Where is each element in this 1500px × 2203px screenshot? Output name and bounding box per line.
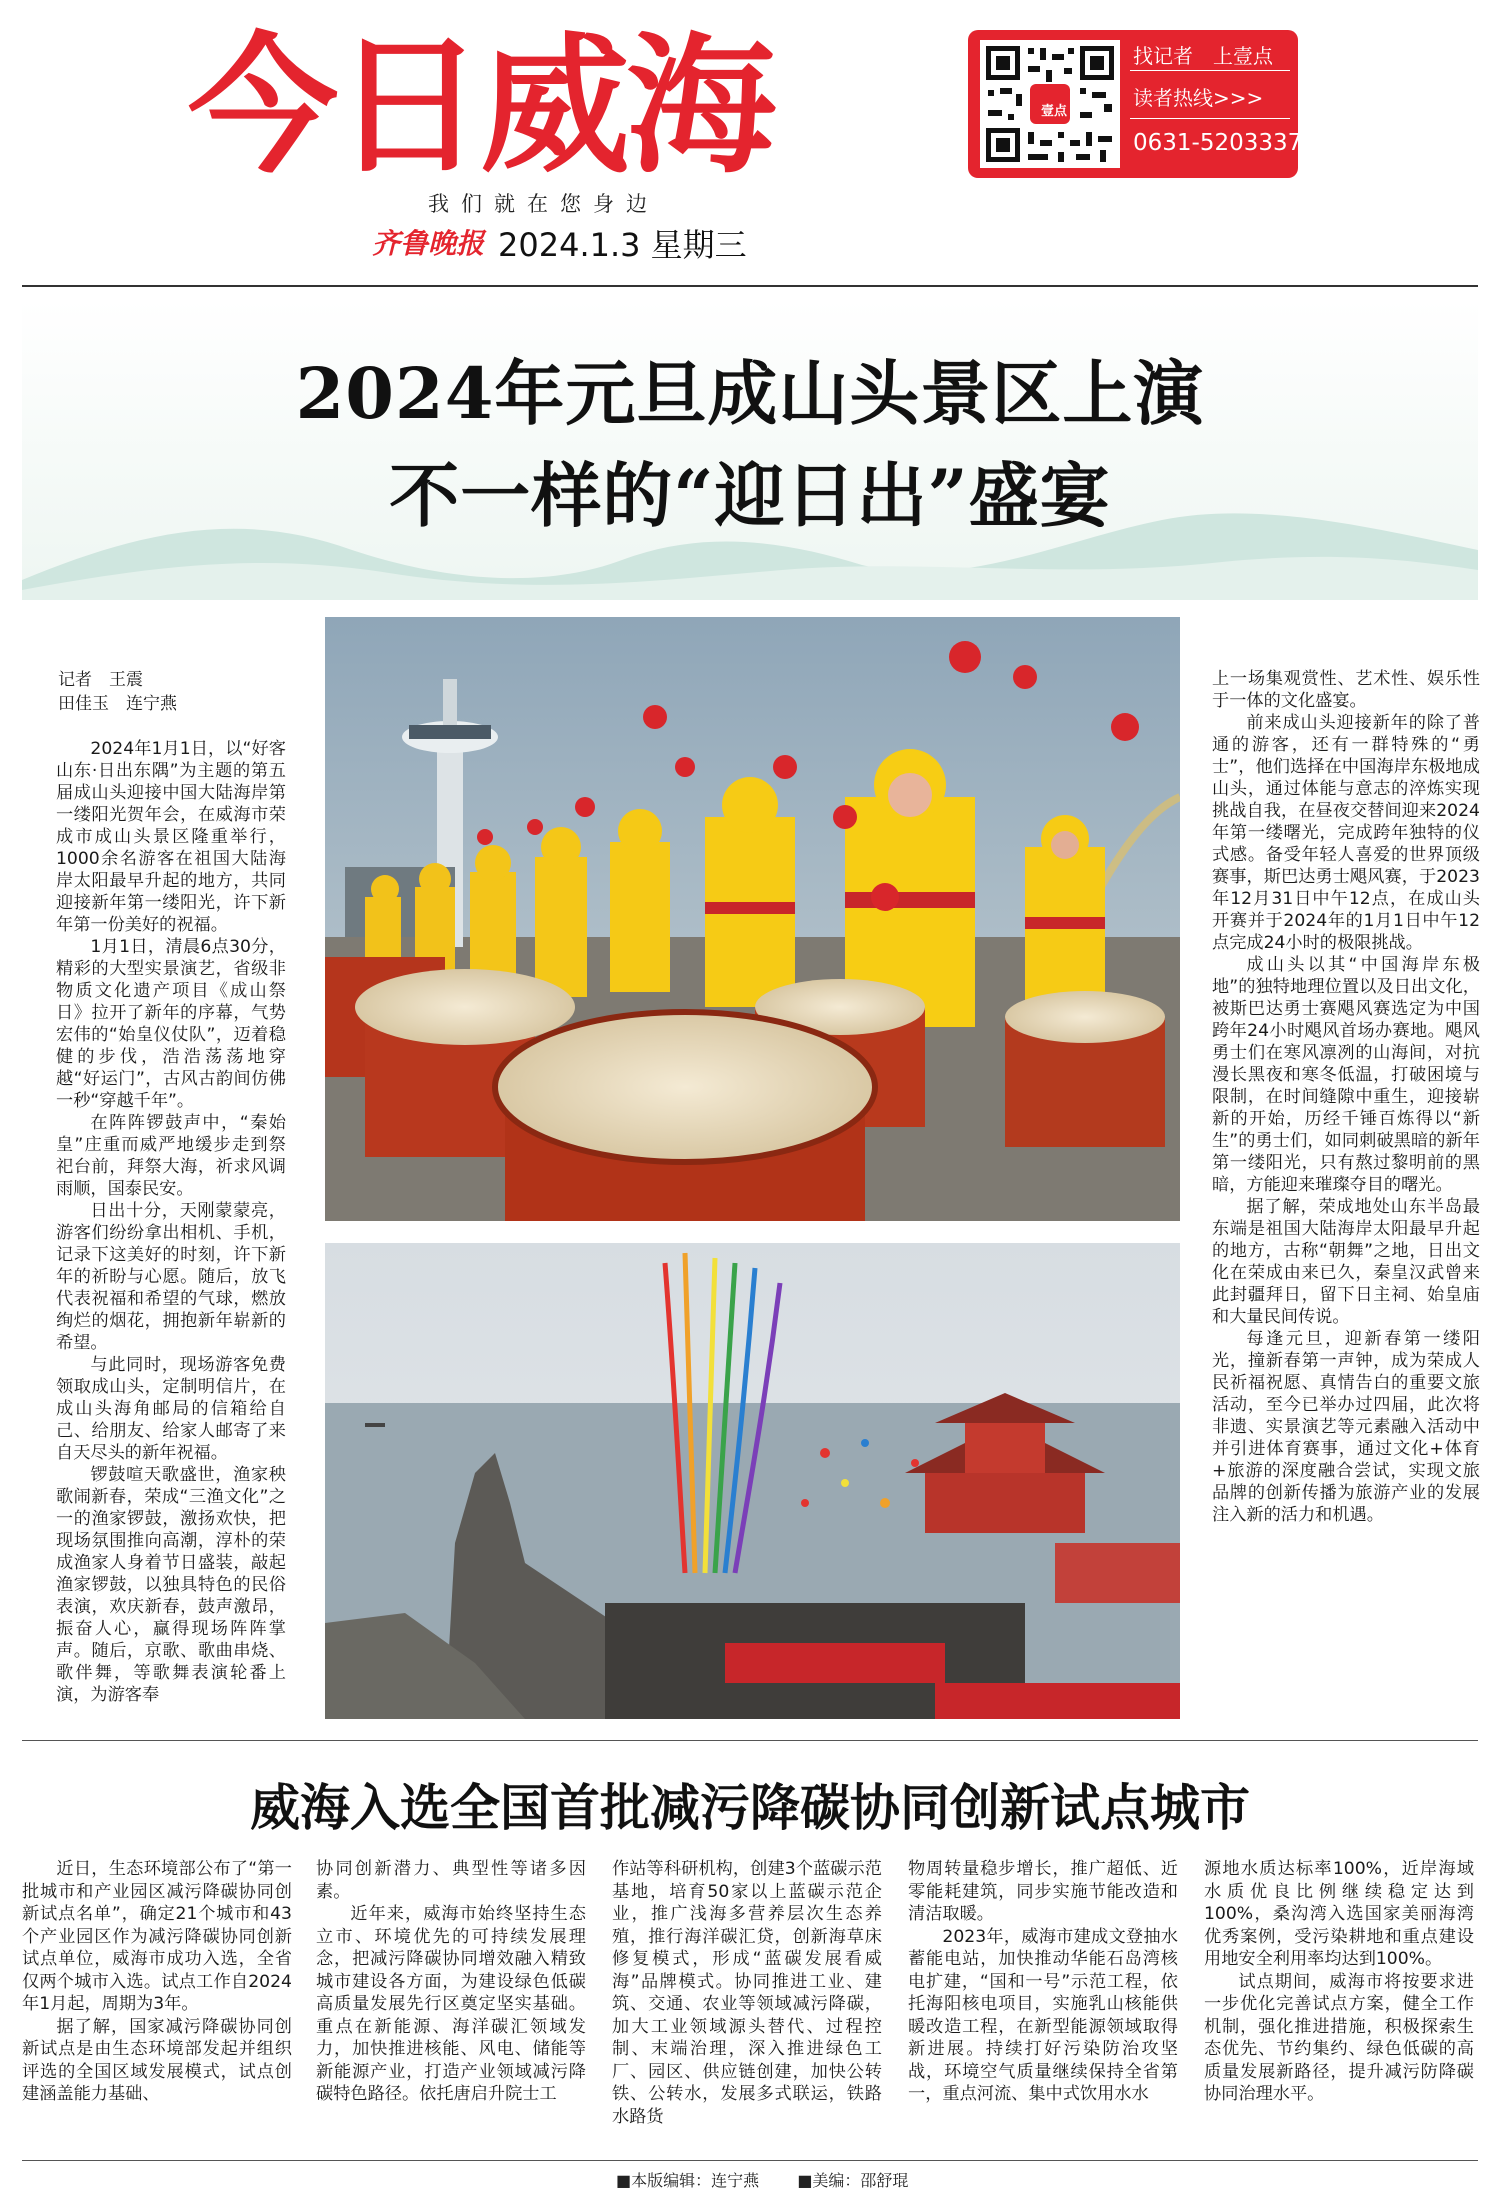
contact-divider-2 — [1130, 118, 1290, 119]
paragraph: 锣鼓喧天歌盛世，渔家秧歌闹新春，荣成“三渔文化”之一的渔家锣鼓，激扬欢快，把现场氛围推向高潮，淳朴的荣成渔家人身着节日盛装，敲起渔家锣鼓，以独具特色的民俗表演，欢庆新春，鼓声激昂，振奋人心，赢得现场阵阵掌声。随后，京歌、歌曲串烧、歌伴舞，等歌舞表演轮番上演，为游客奉 — [56, 1465, 286, 1705]
contact-divider — [1130, 70, 1290, 71]
lead-article-left-column — [56, 738, 286, 1706]
hotline-number[interactable]: 0631-5203337 — [1133, 130, 1303, 156]
paragraph-continued: 源地水质达标率100%，近岸海域水质优良比例继续稳定达到100%，桑沟湾入选国家美丽海湾优秀案例，受污染耕地和重点建设用地安全利用率均达到100%。 — [1204, 1859, 1474, 1969]
paragraph: 近日，生态环境部公布了“第一批城市和产业园区减污降碳协同创新试点名单”，确定21个城市和43个产业园区作为减污降碳协同创新试点单位，威海市成功入选，全省仅两个城市入选。试点工作自2024年1月起，周期为3年。 — [22, 1859, 292, 2014]
paragraph: 2023年，威海市建成文登抽水蓄能电站，加快推动华能石岛湾核电扩建，“国和一号”示范工程，依托海阳核电项目，实施乳山核能供暖改造工程，在新型能源领域取得新进展。持续打好污染防治攻坚战，环境空气质量继续保持全省第一，重点河流、集中式饮用水水 — [908, 1926, 1178, 2104]
paragraph: 日出十分，天刚蒙蒙亮，游客们纷纷拿出相机、手机，记录下这美好的时刻，许下新年的祈盼与心愿。随后，放飞代表祝福和希望的气球，燃放绚烂的烟花，拥抱新年崭新的希望。 — [56, 1201, 286, 1353]
paragraph: 2024年1月1日，以“好客山东·日出东隅”为主题的第五届成山头迎接中国大陆海岸第一缕阳光贺年会，在威海市荣成市成山头景区隆重举行，1000余名游客在祖国大陆海岸太阳最早升起的地方，共同迎接新年第一缕阳光，许下新年第一份美好的祝福。 — [56, 739, 286, 935]
masthead-rule — [22, 285, 1478, 287]
contact-line-2: 读者热线>>> — [1133, 86, 1264, 110]
second-article-column-4 — [908, 1858, 1178, 2106]
newspaper-masthead-title: 今日威海 — [188, 20, 773, 194]
lead-headline-line-1: 2024年元旦成山头景区上演 — [295, 352, 1205, 435]
paragraph: 成山头以其“中国海岸东极地”的独特地理位置以及日出文化，被斯巴达勇士赛飓风赛选定为中国跨年24小时飓风首场办赛地。飓风勇士们在寒风凛冽的山海间，对抗漫长黑夜和寒冬低温，打破困境与限制，在时间缝隙中重生，迎接崭新的开始，历经千锤百炼得以“新生”的勇士们，如同刺破黑暗的新年第一缕阳光，只有熬过黎明前的黑暗，方能迎来璀璨夺目的曙光。 — [1212, 955, 1480, 1195]
masthead-slogan: 我们就在您身边 — [428, 192, 659, 216]
paragraph-continued: 物周转量稳步增长，推广超低、近零能耗建筑，同步实施节能改造和清洁取暖。 — [908, 1859, 1178, 1924]
second-article-column-5 — [1204, 1858, 1474, 2106]
paragraph-continued: 上一场集观赏性、艺术性、娱乐性于一体的文化盛宴。 — [1212, 669, 1480, 711]
qr-badge-label: 壹点 — [1040, 104, 1067, 119]
second-article-column-1 — [22, 1858, 292, 2106]
paragraph: 在阵阵锣鼓声中，“秦始皇”庄重而威严地缓步走到祭祀台前，拜祭大海，祈求风调雨顺，国泰民安。 — [56, 1113, 286, 1199]
paragraph: 每逢元旦，迎新春第一缕阳光，撞新春第一声钟，成为荣成人民祈福祝愿、真情告白的重要文旅活动，至今已举办过四届，此次将非遗、实景演艺等元素融入活动中并引进体育赛事，通过文化+体育+旅游的深度融合尝试，实现文旅品牌的创新传播为旅游产业的发展注入新的活力和机遇。 — [1212, 1329, 1480, 1525]
section-divider — [22, 1740, 1478, 1741]
paragraph: 与此同时，现场游客免费领取成山头，定制明信片，在成山头海角邮局的信箱给自己、给朋友、给家人邮寄了来自天尽头的新年祝福。 — [56, 1355, 286, 1463]
byline-line-1: 记者 王震 — [58, 670, 143, 690]
brand-logo-text: 齐鲁晚报 — [372, 227, 485, 260]
second-article-column-3 — [612, 1858, 882, 2128]
byline — [58, 668, 177, 716]
paragraph: 试点期间，威海市将按要求进一步优化完善试点方案，健全工作机制，强化推进措施，积极探索生态优先、节约集约、绿色低碳的高质量发展新路径，提升减污防降碳协同治理水平。 — [1204, 1971, 1474, 2104]
paragraph: 据了解，荣成地处山东半岛最东端是祖国大陆海岸太阳最早升起的地方，古称“朝舞”之地，日出文化在荣成由来已久，秦皇汉武曾来此封疆拜日，留下日主祠、始皇庙和大量民间传说。 — [1212, 1197, 1480, 1327]
photo-drum-performance — [325, 617, 1180, 1221]
footer-rule — [22, 2160, 1478, 2161]
paragraph: 据了解，国家减污降碳协同创新试点是由生态环境部发起并组织评选的全国区域发展模式，试点创建涵盖能力基础、 — [22, 2016, 292, 2104]
byline-line-2: 田佳玉 连宁燕 — [58, 694, 177, 714]
paragraph-continued: 作站等科研机构，创建3个蓝碳示范基地，培育50家以上蓝碳示范企业，推广浅海多营养层次生态养殖，推行海洋碳汇贷，创新海草床修复模式，形成“蓝碳发展看威海”品牌模式。协同推进工业、建筑、交通、农业等领域减污降碳，加大工业领域源头替代、过程控制、末端治理，深入推进绿色工厂、园区、供应链创建，加快公转铁、公转水，发展多式联运，铁路水路货 — [612, 1859, 882, 2127]
paragraph: 近年来，威海市始终坚持生态立市、环境优先的可持续发展理念，把减污降碳协同增效融入精致城市建设各方面，为建设绿色低碳高质量发展先行区奠定坚实基础。重点在新能源、海洋碳汇领域发力，加快推进核能、风电、储能等新能源产业，打造产业领域减污降碳特色路径。依托唐启升院士工 — [316, 1904, 586, 2104]
editor-credit: ■本版编辑：连宁燕 — [616, 2171, 760, 2190]
paragraph-continued: 协同创新潜力、典型性等诸多因素。 — [316, 1859, 586, 1902]
issue-date: 2024.1.3 星期三 — [498, 226, 747, 264]
second-article-headline: 威海入选全国首批减污降碳协同创新试点城市 — [250, 1778, 1250, 1837]
lead-article-right-column — [1212, 668, 1480, 1526]
paragraph: 前来成山头迎接新年的除了普通的游客，还有一群特殊的“勇士”，他们选择在中国海岸东极地成山头，通过体能与意志的淬炼实现挑战自我，在昼夜交替间迎来2024年第一缕曙光，完成跨年独特的仪式感。备受年轻人喜爱的世界顶级赛事，斯巴达勇士飓风赛，于2023年12月31日中午12点，在成山头开赛并于2024年的1月1日中午12点完成24小时的极限挑战。 — [1212, 713, 1480, 953]
paragraph: 1月1日，清晨6点30分，精彩的大型实景演艺，省级非物质文化遗产项目《成山祭日》拉开了新年的序幕，气势宏伟的“始皇仪仗队”，迈着稳健的步伐，浩浩荡荡地穿越“好运门”，古风古韵间仿佛一秒“穿越千年”。 — [56, 937, 286, 1111]
lead-headline-line-2: 不一样的“迎日出”盛宴 — [389, 454, 1111, 537]
designer-credit: ■美编：邵舒琨 — [797, 2171, 909, 2190]
page-credits — [616, 2168, 908, 2191]
photo-cape-celebration — [325, 1243, 1180, 1719]
second-article-column-2 — [316, 1858, 586, 2106]
contact-line-1: 找记者 上壹点 — [1133, 44, 1273, 68]
